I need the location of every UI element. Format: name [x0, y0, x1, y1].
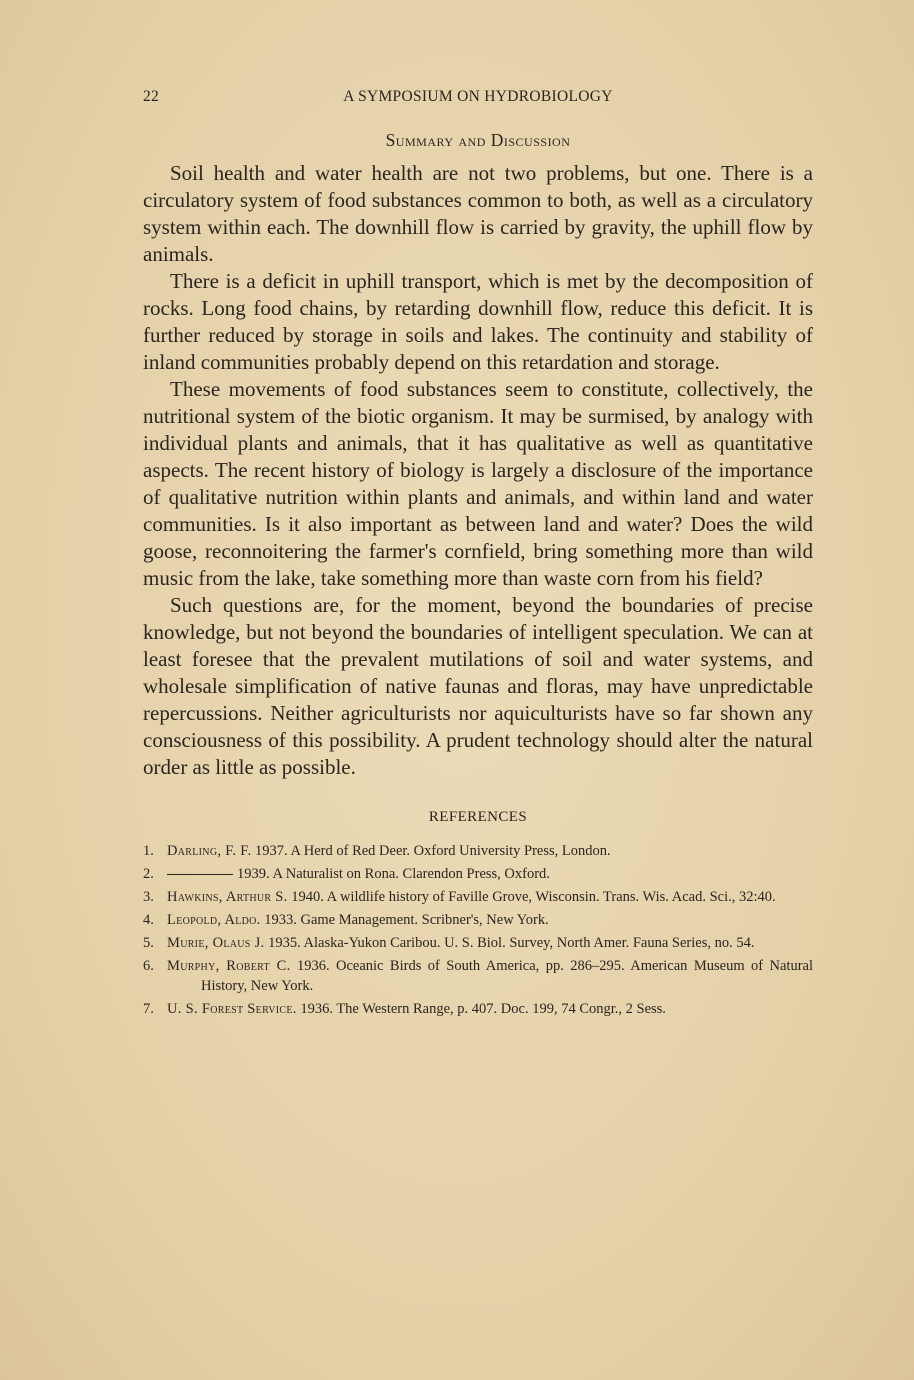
reference-number: 4.: [143, 912, 154, 928]
reference-item: [143, 864, 813, 884]
reference-number: 1.: [143, 843, 154, 859]
reference-text: 1936. Oceanic Birds of South America, pp. 286–295. American Museum of Natural History, New York.: [201, 958, 814, 994]
references-heading: REFERENCES: [428, 809, 528, 825]
reference-author: Leopold, Aldo.: [167, 912, 261, 928]
reference-author: Murie, Olaus J.: [167, 935, 265, 951]
reference-item: [143, 910, 813, 930]
reference-number: 3.: [143, 889, 154, 905]
reference-number: 6.: [143, 958, 154, 974]
ditto-dash: [167, 874, 233, 875]
reference-author: U. S. Forest Service.: [167, 1001, 297, 1017]
reference-item: [143, 887, 813, 907]
body-text: [143, 160, 813, 781]
reference-item: [143, 956, 813, 996]
reference-text: 1936. The Western Range, p. 407. Doc. 199, 74 Congr., 2 Sess.: [300, 1001, 666, 1017]
reference-author: Darling, F. F.: [167, 843, 252, 859]
reference-author: Hawkins, Arthur S.: [167, 889, 288, 905]
journal-title: A SYMPOSIUM ON HYDROBIOLOGY: [343, 88, 613, 105]
reference-item: [143, 999, 813, 1019]
running-head: [143, 88, 813, 112]
reference-item: [143, 841, 813, 861]
paragraph: There is a deficit in uphill transport, which is met by the decomposition of rocks. Long food chains, by retarding downhill flow, reduce this deficit. It is further reduced by storage in soils and lakes. The continuity and stability of inland communities probably depend on this retardation and storage.: [143, 269, 813, 374]
paragraph: Soil health and water health are not two problems, but one. There is a circulatory system of food substances common to both, as well as a circulatory system within each. The downhill flow is carried by gravity, the uphill flow by animals.: [143, 161, 813, 266]
book-page: [143, 88, 813, 1022]
reference-text: 1933. Game Management. Scribner's, New York.: [264, 912, 549, 928]
reference-text: 1937. A Herd of Red Deer. Oxford University Press, London.: [255, 843, 611, 859]
reference-number: 2.: [143, 866, 154, 882]
paragraph: Such questions are, for the moment, beyond the boundaries of precise knowledge, but not beyond the boundaries of intelligent speculation. We can at least foresee that the prevalent mutilations of soil and water systems, and wholesale simplification of native faunas and floras, may have unpredictable repercussions. Neither agriculturists nor aquiculturists have so far shown any consciousness of this possibility. A prudent technology should alter the natural order as little as possible.: [143, 593, 813, 779]
reference-text: 1940. A wildlife history of Faville Grove, Wisconsin. Trans. Wis. Acad. Sci., 32:40.: [291, 889, 776, 905]
reference-number: 5.: [143, 935, 154, 951]
references-list: [143, 841, 813, 1019]
reference-number: 7.: [143, 1001, 154, 1017]
section-title: Summary and Discussion: [385, 130, 571, 150]
paragraph: These movements of food substances seem to constitute, collectively, the nutritional system of the biotic organism. It may be surmised, by analogy with individual plants and animals, that it has qualitative as well as quantitative aspects. The recent history of biology is largely a disclosure of the importance of qualitative nutrition within plants and animals, and within land and water communities. Is it also important as between land and water? Does the wild goose, reconnoitering the farmer's cornfield, bring something more than wild music from the lake, take something more than waste corn from his field?: [143, 377, 813, 590]
reference-text: 1935. Alaska-Yukon Caribou. U. S. Biol. Survey, North Amer. Fauna Series, no. 54.: [268, 935, 755, 951]
page-number: 22: [143, 88, 160, 105]
reference-text: 1939. A Naturalist on Rona. Clarendon Press, Oxford.: [237, 866, 550, 882]
reference-author: Murphy, Robert C.: [167, 958, 291, 974]
reference-item: [143, 933, 813, 953]
